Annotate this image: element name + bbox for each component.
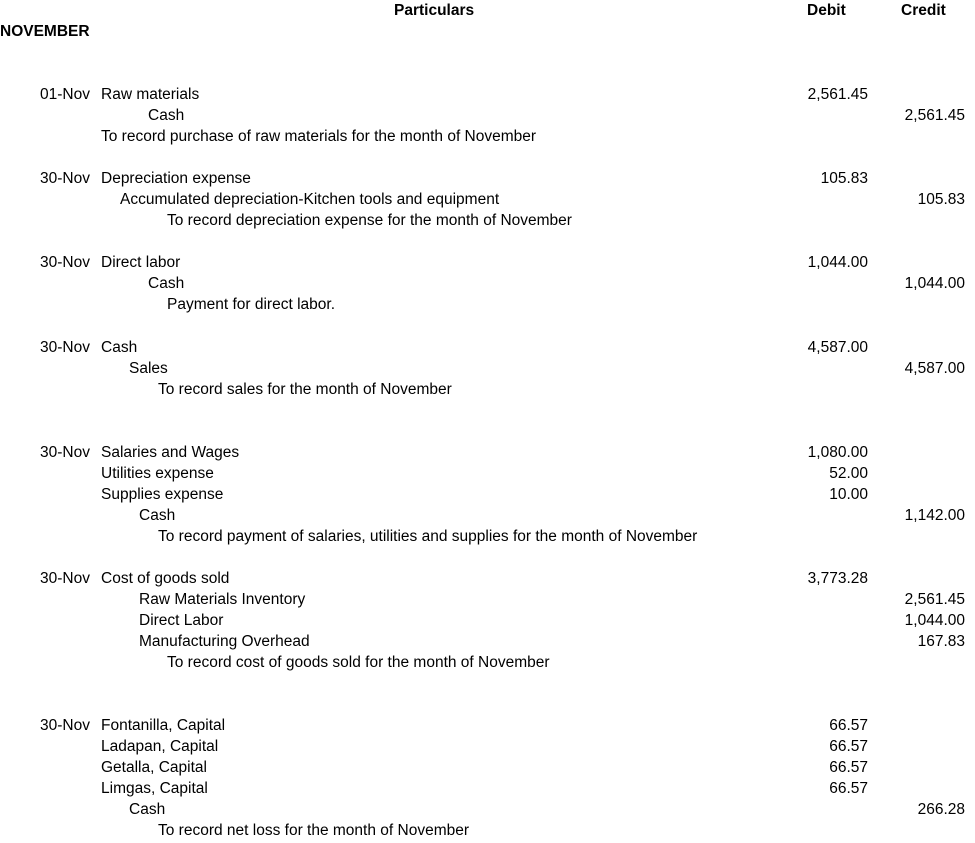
entry-particulars: Limgas, Capital: [101, 780, 208, 797]
entry-particulars: Raw materials: [101, 86, 200, 103]
entry-particulars: To record payment of salaries, utilities and supplies for the month of November: [158, 528, 698, 545]
entry-particulars: Fontanilla, Capital: [101, 717, 226, 734]
journal-line: [0, 84, 975, 105]
entry-date: 30-Nov: [40, 570, 90, 587]
debit-amount: 52.00: [829, 465, 868, 482]
journal-line: [0, 610, 975, 631]
entry-particulars: Ladapan, Capital: [101, 738, 219, 755]
journal-line: [0, 589, 975, 610]
journal-line: [0, 715, 975, 736]
entry-particulars: Cash: [148, 107, 185, 124]
credit-amount: 1,044.00: [904, 275, 965, 292]
entry-date: 30-Nov: [40, 444, 90, 461]
debit-amount: 1,080.00: [807, 444, 868, 461]
journal-line: [0, 778, 975, 799]
journal-line: [0, 505, 975, 526]
credit-amount: 2,561.45: [904, 591, 965, 608]
entry-particulars: Payment for direct labor.: [167, 296, 335, 313]
journal-line: [0, 631, 975, 652]
entry-particulars: Accumulated depreciation-Kitchen tools and equipment: [120, 191, 500, 208]
debit-amount: 66.57: [829, 738, 868, 755]
entry-date: 30-Nov: [40, 254, 90, 271]
journal-line: [0, 358, 975, 379]
journal-line: [0, 442, 975, 463]
entry-particulars: To record purchase of raw materials for the month of November: [101, 128, 537, 145]
debit-amount: 66.57: [829, 717, 868, 734]
journal-line: [0, 252, 975, 273]
debit-amount: 66.57: [829, 759, 868, 776]
journal-line: [0, 273, 975, 294]
credit-amount: 105.83: [917, 191, 965, 208]
journal-line: [0, 820, 975, 841]
journal-line: [0, 294, 975, 315]
journal-line: [0, 463, 975, 484]
credit-amount: 1,142.00: [904, 507, 965, 524]
entry-particulars: To record depreciation expense for the month of November: [167, 212, 572, 229]
entry-date: 30-Nov: [40, 717, 90, 734]
month-heading: NOVEMBER: [0, 23, 90, 40]
entry-particulars: Supplies expense: [101, 486, 224, 503]
journal-line: [0, 652, 975, 673]
entry-particulars: Getalla, Capital: [101, 759, 207, 776]
debit-amount: 105.83: [820, 170, 868, 187]
debit-amount: 66.57: [829, 780, 868, 797]
entry-date: 01-Nov: [40, 86, 90, 103]
entry-particulars: Raw Materials Inventory: [139, 591, 306, 608]
credit-amount: 4,587.00: [904, 360, 965, 377]
journal-line: [0, 568, 975, 589]
particulars-header: Particulars: [394, 2, 475, 19]
entry-particulars: Cash: [101, 339, 138, 356]
credit-amount: 2,561.45: [904, 107, 965, 124]
credit-amount: 1,044.00: [904, 612, 965, 629]
journal-line: [0, 126, 975, 147]
entry-date: 30-Nov: [40, 170, 90, 187]
entry-particulars: To record sales for the month of November: [158, 381, 452, 398]
credit-amount: 266.28: [917, 801, 965, 818]
debit-amount: 1,044.00: [807, 254, 868, 271]
journal-line: [0, 757, 975, 778]
entry-particulars: Salaries and Wages: [101, 444, 240, 461]
entry-particulars: Cost of goods sold: [101, 570, 230, 587]
entry-particulars: Cash: [148, 275, 185, 292]
entry-particulars: To record cost of goods sold for the month of November: [167, 654, 550, 671]
journal-line: [0, 337, 975, 358]
journal-line: [0, 189, 975, 210]
entry-particulars: Sales: [129, 360, 168, 377]
journal-line: [0, 168, 975, 189]
entry-date: 30-Nov: [40, 339, 90, 356]
entry-particulars: Direct Labor: [139, 612, 224, 629]
debit-amount: 2,561.45: [807, 86, 868, 103]
journal-line: [0, 379, 975, 400]
entry-particulars: Cash: [139, 507, 176, 524]
debit-amount: 10.00: [829, 486, 868, 503]
journal-line: [0, 484, 975, 505]
journal-line: [0, 105, 975, 126]
debit-amount: 3,773.28: [807, 570, 868, 587]
entry-particulars: Direct labor: [101, 254, 181, 271]
journal-line: [0, 799, 975, 820]
entry-particulars: Utilities expense: [101, 465, 214, 482]
debit-amount: 4,587.00: [807, 339, 868, 356]
journal-line: [0, 526, 975, 547]
entry-particulars: Manufacturing Overhead: [139, 633, 310, 650]
credit-header: Credit: [901, 2, 946, 19]
debit-header: Debit: [807, 2, 846, 19]
entry-particulars: Cash: [129, 801, 166, 818]
journal-line: [0, 736, 975, 757]
entry-particulars: Depreciation expense: [101, 170, 251, 187]
credit-amount: 167.83: [917, 633, 965, 650]
journal-line: [0, 210, 975, 231]
entry-particulars: To record net loss for the month of November: [158, 822, 470, 839]
